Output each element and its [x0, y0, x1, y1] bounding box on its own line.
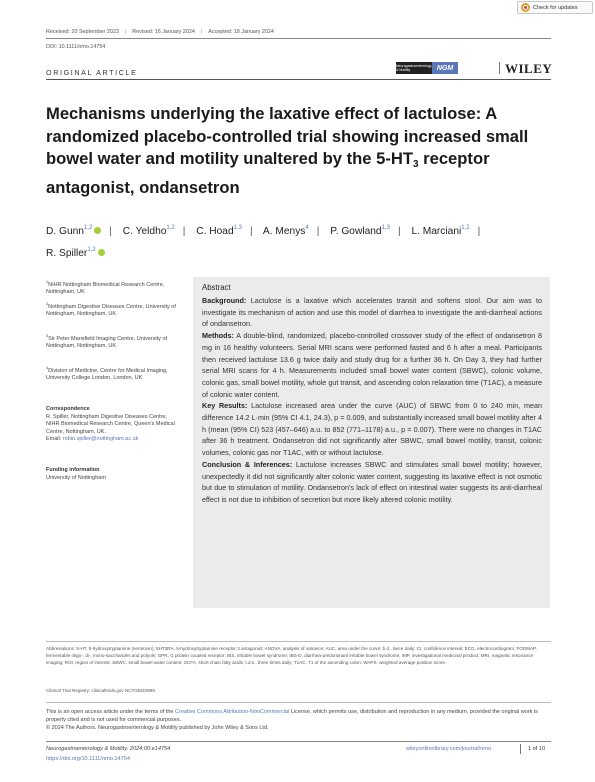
author-affiliation-sup: 1,2	[166, 225, 175, 231]
author-name: D. Gunn	[46, 226, 84, 237]
article-type: ORIGINAL ARTICLE	[46, 68, 138, 77]
orcid-icon[interactable]	[98, 249, 105, 256]
author-list	[46, 219, 551, 263]
affiliation-sup: 1	[46, 280, 49, 284]
affiliation-sup: 3	[46, 334, 49, 338]
author-separator: |	[397, 226, 401, 237]
author[interactable]	[330, 226, 390, 237]
title-tail: receptor antagonist, ondansetron	[46, 149, 490, 197]
author[interactable]	[411, 226, 469, 237]
author[interactable]	[46, 226, 101, 237]
license-link[interactable]: Creative Commons Attribution-NonCommercial	[175, 709, 290, 715]
affiliation	[46, 333, 178, 351]
abstract-heading: Abstract	[202, 283, 231, 292]
accepted-date: Accepted: 18 January 2024	[208, 29, 274, 35]
date-separator: |	[124, 29, 127, 35]
affiliation-sup: 2	[46, 302, 49, 306]
author-separator: |	[249, 226, 253, 237]
journal-logo-left: Neurogastroenterology & Motility	[396, 64, 432, 72]
author[interactable]	[123, 226, 175, 237]
methods-text: A double-blind, randomized, placebo-controlled crossover study of the effect of ondansetron 8 mg in 16 healthy volunteers. Serial MRI scans were performed fasted and 6 h after a meal. Participants then received lactulose 13.6 g twice daily and study drug for a further 36 h. On Day 3, they had further serial MRI scans for 4 h. Measurements included small bowel water content (SBWC), colonic volume, colonic gas, small bowel motility, whole gut transit, and ascending colon relaxation time (T1AC), a measure of colonic water content.	[202, 331, 542, 399]
affiliation-sup: 4	[46, 366, 49, 370]
affiliation-text: NIHR Nottingham Biomedical Research Centre, Nottingham, UK	[46, 281, 165, 296]
affiliation-text: Nottingham Digestive Diseases Centre, University of Nottingham, Nottingham, UK	[46, 303, 176, 318]
background-label: Background:	[202, 296, 247, 305]
abstract-box	[193, 277, 550, 608]
title-main: Mechanisms underlying the laxative effect of lactulose: A randomized placebo-controlled trial showing increased small bowel water and motility unaltered by the 5-HT	[46, 104, 529, 168]
author-name: L. Marciani	[411, 226, 462, 237]
top-divider	[46, 38, 551, 39]
title-subscript: 3	[412, 159, 419, 170]
journal-logo-right: NGM	[432, 62, 458, 74]
correspondence	[46, 406, 178, 444]
abbreviations: Abbreviations: 5-HT, 5-hydroxytryptamine (serotonin); 5HT3RA, 5-hydroxytryptamine receptor 3 antagonist; ANOVA, analysis of variance; AUC, area under the curve; b.d., twice daily; CI, confidence interval; ECG, electrocardiogram; FODMAP, fermentable oligo-, di-, mono-saccharides and polyols; GPR, G protein coupled receptor; IBS, irritable bowel syndrome; IBS-D, diarrhea-predominant irritable bowel syndrome; IMP, investigational medicinal product; MRI, magnetic resonance imaging; ROI, region of interest; SBWC, small bowel water content; SCFA, short chain fatty acids; t.d.s., three times daily; T1AC, T1 of the ascending colon; WAPS, weighted average position score.	[46, 646, 537, 665]
logo-divider	[499, 62, 500, 74]
correspondence-text: R. Spiller, Nottingham Digestive Diseases Centre, NIHR Biomedical Research Centre, Queen's Medical Centre, Nottingham, UK.	[46, 413, 175, 435]
license-post: License, which permits use, distribution and reproduction in any medium, provided the original work is properly cited and is not used for commercial purposes.	[46, 709, 538, 724]
trial-registry: Clinical Trial Registry: clinicaltrials.gov NCT03833999.	[46, 688, 157, 693]
author-separator: |	[316, 226, 320, 237]
abstract-conclusion	[202, 459, 542, 506]
background-text: Lactulose is a laxative which accelerates transit and softens stool. Our aim was to investigate its mechanism of action and use this model of diarrhea to investigate the anti-diarrheal actions of ondansetron.	[202, 296, 542, 329]
author[interactable]	[196, 226, 242, 237]
article-dates	[46, 29, 280, 35]
publisher-logo[interactable]: WILEY	[505, 61, 553, 76]
funding	[46, 467, 178, 482]
footer-divider	[46, 741, 551, 742]
page-number: 1 of 10	[528, 746, 546, 752]
date-separator: |	[200, 29, 203, 35]
author[interactable]	[263, 226, 309, 237]
received-date: Received: 20 September 2023	[46, 29, 119, 35]
conclusion-label: Conclusion & Inferences:	[202, 459, 293, 469]
affiliation	[46, 365, 178, 383]
crossmark-icon	[521, 3, 530, 12]
funding-heading: Funding information	[46, 467, 100, 473]
author-separator: |	[477, 226, 481, 237]
license-pre: This is an open access article under the terms of the	[46, 709, 176, 715]
copyright: © 2024 The Authors. Neurogastroenterology & Motility published by John Wiley & Sons Ltd.	[46, 725, 269, 732]
footer-journal-url[interactable]: wileyonlinelibrary.com/journal/nmo	[406, 746, 492, 752]
author-name: C. Hoad	[196, 226, 234, 237]
affiliation-text: Sir Peter Mansfield Imaging Centre, University of Nottingham, Nottingham, UK	[46, 335, 168, 350]
author-separator: |	[182, 226, 186, 237]
conclusion-text: Lactulose increases SBWC and stimulates small bowel motility; however, unexpectedly it did not significantly alter colonic water content, suggesting its laxative effect is not osmotic but due to stimulation of motility. Ondansetron's lack of effect on intestinal water suggests its anti-diarrheal effect is not due to inhibition of secretion but more likely altered colonic motility.	[202, 459, 542, 504]
correspondence-email-line	[46, 436, 178, 444]
author-separator: |	[109, 226, 112, 237]
author-name: R. Spiller	[46, 248, 88, 259]
doi-top[interactable]: DOI: 10.1111/nmo.14754	[46, 44, 106, 50]
author-affiliation-sup: 1,2	[461, 225, 470, 231]
journal-logo[interactable]	[396, 62, 458, 74]
orcid-icon[interactable]	[94, 227, 101, 234]
header-divider	[46, 79, 551, 80]
abstract-methods	[202, 330, 542, 400]
author-name: A. Menys	[262, 226, 306, 237]
funding-text: University of Nottingham	[46, 474, 106, 481]
author-affiliation-sup: 1,2	[83, 225, 93, 231]
license-divider	[46, 702, 551, 703]
author-name: C. Yeldho	[122, 226, 167, 237]
article-title	[46, 103, 546, 199]
affiliation	[46, 301, 178, 319]
abbreviations-divider	[46, 641, 551, 642]
author-name: P. Gowland	[330, 226, 382, 237]
revised-date: Revised: 16 January 2024	[132, 29, 195, 35]
abstract-background	[202, 295, 542, 330]
abstract-results	[202, 400, 542, 459]
results-text: Lactulose increased area under the curve (AUC) of SBWC from 0 to 240 min, mean difference 14.2 L·min (95% CI 4.1, 24.3), p = 0.009, and substantially increased small bowel motility after 4 h (mean (95% CI) 523 (457–646) a.u. to 852 (771–1178) a.u., p = 0.007). There were no changes in T1AC after 36 h treatment. Ondansetron did not significantly alter SBWC, small bowel motility, transit, colonic volumes, colonic gas nor T1AC, with or without lactulose.	[202, 401, 542, 458]
results-label: Key Results:	[202, 401, 248, 411]
author-affiliation-sup: 4	[305, 225, 309, 231]
methods-label: Methods:	[202, 331, 234, 341]
check-for-updates-label: Check for updates	[533, 4, 578, 11]
correspondence-heading: Correspondence	[46, 406, 90, 412]
email-link[interactable]: robin.spiller@nottingham.ac.uk	[62, 436, 139, 443]
footer-journal: Neurogastroenterology & Motility. 2024;00:e14754.	[46, 746, 172, 752]
check-for-updates-button[interactable]	[517, 1, 593, 14]
footer-separator	[520, 744, 521, 754]
author-affiliation-sup: 1,2	[87, 247, 96, 253]
author-affiliation-sup: 1,3	[233, 225, 242, 231]
license	[46, 708, 551, 732]
email-label: Email:	[46, 436, 63, 443]
footer-doi-link[interactable]: https://doi.org/10.1111/nmo.14754	[46, 756, 130, 762]
author-affiliation-sup: 1,3	[381, 225, 390, 231]
affiliation-text: Division of Medicine, Centre for Medical Imaging, University College London, London, UK	[46, 367, 168, 382]
author[interactable]	[46, 248, 105, 259]
affiliation	[46, 279, 178, 297]
